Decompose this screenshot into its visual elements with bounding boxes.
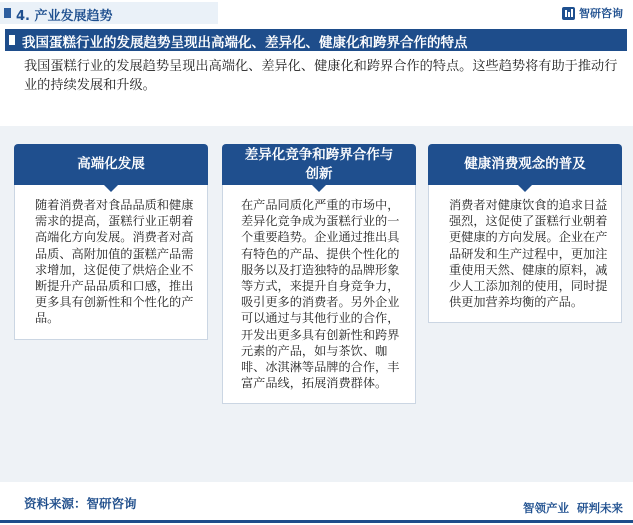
section-title: 4. 产业发展趋势 — [16, 9, 113, 24]
trend-card-differentiation — [222, 144, 416, 404]
brand-header — [562, 5, 623, 21]
card-title: 健康消费观念的普及 — [464, 156, 586, 172]
card-title: 差异化竞争和跨界合作与创新 — [244, 146, 394, 182]
headline-marker — [9, 35, 15, 45]
brand-logo-icon — [562, 7, 575, 20]
card-header — [428, 144, 622, 185]
card-notch — [517, 184, 533, 192]
section-header — [0, 2, 218, 24]
headline-banner — [5, 29, 627, 51]
card-title: 高端化发展 — [77, 156, 145, 172]
headline-text: 我国蛋糕行业的发展趋势呈现出高端化、差异化、健康化和跨界合作的特点 — [22, 35, 468, 51]
intro-paragraph: 我国蛋糕行业的发展趋势呈现出高端化、差异化、健康化和跨界合作的特点。这些趋势将有助于推动行业的持续发展和升级。 — [24, 59, 618, 93]
top-bar — [0, 0, 633, 26]
trend-card-premium — [14, 144, 208, 340]
card-body: 消费者对健康饮食的追求日益强烈，这促使了蛋糕行业朝着更健康的方向发展。企业在产品研发和生产过程中，更加注重使用天然、健康的原料，减少人工添加剂的使用，同时提供更加营养均衡的产品。 — [428, 185, 622, 323]
brand-name: 智研咨询 — [579, 7, 623, 20]
trend-card-health — [428, 144, 622, 323]
source-note: 资料来源：智研咨询 — [24, 496, 137, 511]
bottom-rule — [0, 520, 633, 523]
brand-tagline-left: 智领产业 — [523, 501, 569, 515]
card-header — [14, 144, 208, 185]
card-notch — [103, 184, 119, 192]
card-body: 在产品同质化严重的市场中，差异化竞争成为蛋糕行业的一个重要趋势。企业通过推出具有特色的产品、提供个性化的服务以及打造独特的品牌形象等方式，来提升自身竞争力，吸引更多的消费者。另外企业可以通过与其他行业的合作，开发出更多具有创新性和跨界元素的产品，如与茶饮、咖啡、冰淇淋等品牌的合作，丰富产品线，拓展消费群体。 — [222, 185, 416, 404]
brand-footer — [523, 500, 623, 516]
brand-tagline-right: 研判未来 — [577, 501, 623, 515]
section-marker — [4, 8, 11, 18]
card-notch — [311, 184, 327, 192]
card-body: 随着消费者对食品品质和健康需求的提高，蛋糕行业正朝着高端化方向发展。消费者对高品质、高附加值的蛋糕产品需求增加，这促使了烘焙企业不断提升产品品质和口感，推出更多具有创新性和个性化的产品。 — [14, 185, 208, 340]
card-header — [222, 144, 416, 185]
